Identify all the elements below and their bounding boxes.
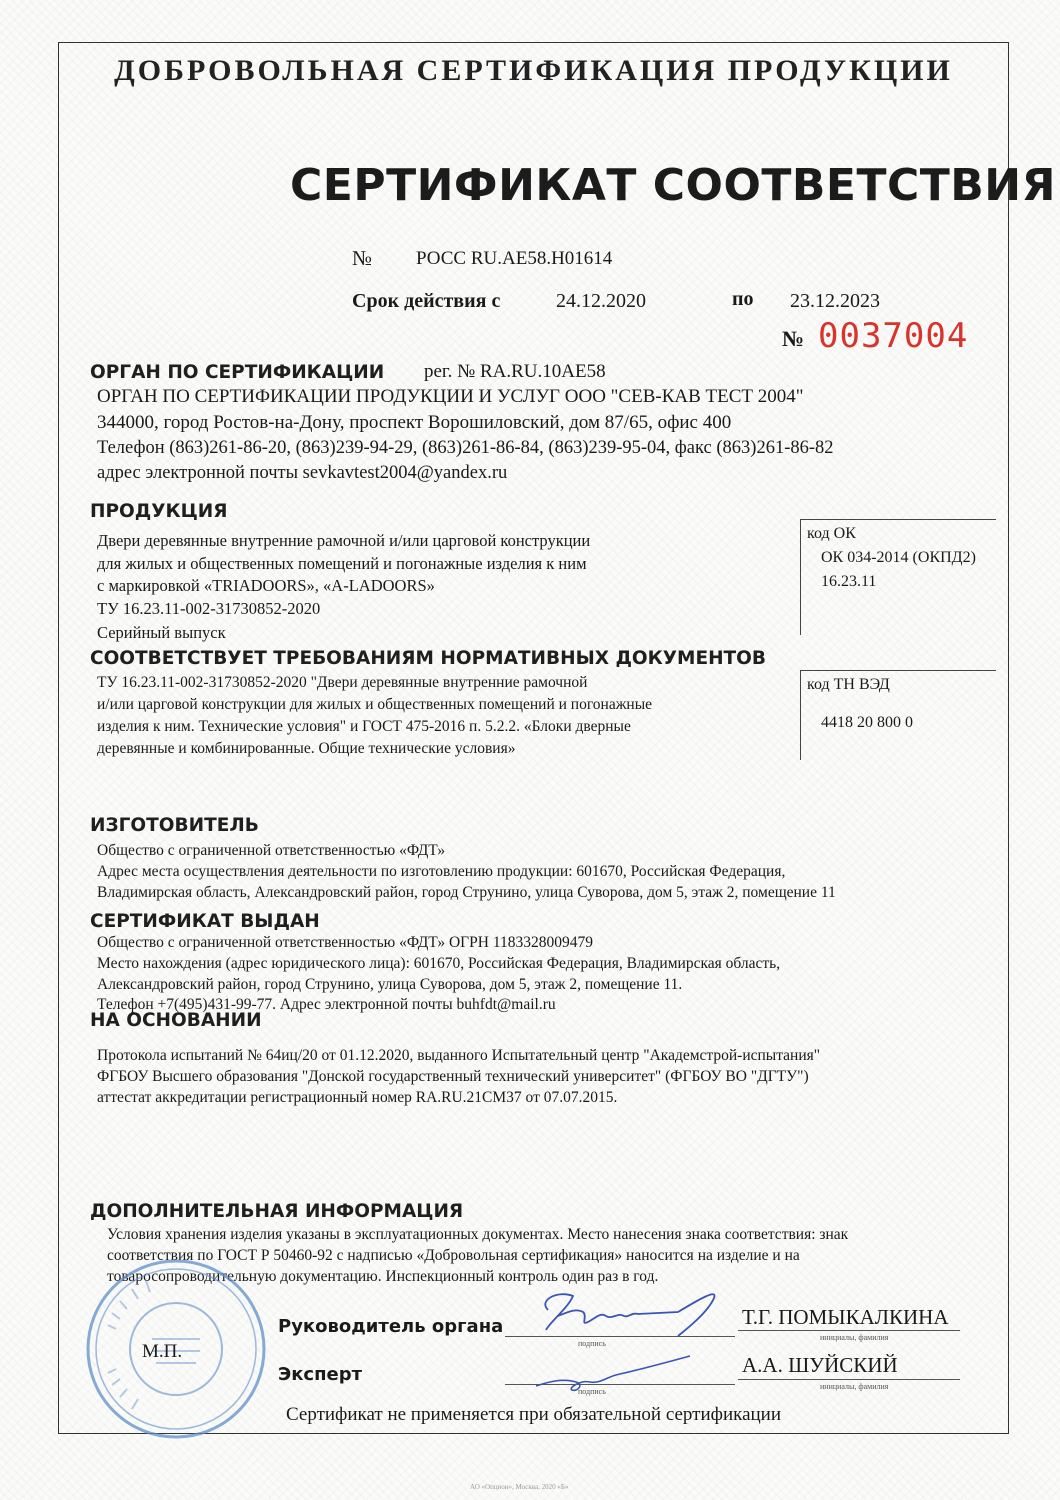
tnved-code-value: 4418 20 800 0 (821, 714, 913, 731)
tnved-code-box (800, 670, 996, 760)
product-line: Двери деревянные внутренние рамочной и/или царговой конструкции (97, 531, 591, 550)
issued-to-line: Общество с ограниченной ответственностью «ФДТ» ОГРН 1183328009479 (97, 934, 594, 951)
expert-signature-caption: подпись (578, 1387, 606, 1396)
head-of-body-name: Т.Г. ПОМЫКАЛКИНА (742, 1305, 949, 1329)
issued-to-line: Телефон +7(495)431-99-77. Адрес электронной почты buhfdt@mail.ru (97, 996, 556, 1013)
basis-heading: НА ОСНОВАНИИ (90, 1010, 262, 1031)
additional-info-line: соответствия по ГОСТ Р 50460-92 с надписью «Добровольная сертификация» наносится на изделие и на (107, 1247, 800, 1264)
product-line: ТУ 16.23.11-002-31730852-2020 (97, 599, 321, 618)
certificate-footer-note: Сертификат не применяется при обязательной сертификации (285, 1404, 782, 1425)
cert-number-label: № (352, 246, 373, 270)
conformity-heading: СООТВЕТСТВУЕТ ТРЕБОВАНИЯМ НОРМАТИВНЫХ ДОКУМЕНТОВ (90, 648, 767, 669)
certification-body-heading: ОРГАН ПО СЕРТИФИКАЦИИ (90, 362, 385, 383)
certification-body-email: адрес электронной почты sevkavtest2004@yandex.ru (97, 463, 508, 483)
form-serial-label: № (782, 326, 805, 351)
basis-line: ФГБОУ Высшего образования "Донской государственный технический университет" (ФГБОУ ВО "ДГТУ") (97, 1068, 809, 1085)
certificate-title: СЕРТИФИКАТ СООТВЕТСТВИЯ (290, 160, 1057, 211)
certification-body-address: 344000, город Ростов-на-Дону, проспект Ворошиловский, дом 87/65, офис 400 (97, 412, 732, 433)
head-name-caption: инициалы, фамилия (820, 1333, 889, 1342)
product-line: с маркировкой «TRIADOORS», «A-LADOORS» (97, 576, 435, 595)
certification-body-name: ОРГАН ПО СЕРТИФИКАЦИИ ПРОДУКЦИИ И УСЛУГ ООО "СЕВ-КАВ ТЕСТ 2004" (97, 386, 804, 407)
head-of-body-label: Руководитель органа (278, 1316, 504, 1337)
validity-from-date: 24.12.2020 (556, 290, 646, 312)
additional-info-line: товаросопроводительную документацию. Инспекционный контроль один раз в год. (107, 1268, 659, 1285)
ok-code-label: код ОК (807, 525, 856, 542)
tnved-code-label: код ТН ВЭД (807, 676, 890, 693)
conformity-line: изделия к ним. Технические условия" и ГОСТ 475-2016 п. 5.2.2. «Блоки дверные (97, 718, 631, 735)
ok-code-classifier: ОК 034-2014 (ОКПД2) (821, 549, 976, 566)
ok-code-box (800, 519, 996, 635)
manufacturer-line: Адрес места осуществления деятельности по изготовлению продукции: 601670, Российская Федерация, (97, 863, 786, 880)
issued-to-line: Место нахождения (адрес юридического лица): 601670, Российская Федерация, Владимирская область, (97, 955, 781, 972)
issued-to-line: Александровский район, город Струнино, улица Суворова, дом 5, этаж 2, помещение 11. (97, 976, 683, 993)
conformity-line: деревянные и комбинированные. Общие технические условия» (97, 740, 516, 757)
printer-mark: АО «Опцион», Москва, 2020 «Б» (470, 1483, 569, 1491)
conformity-line: и/или царговой конструкции для жилых и общественных помещений и погонажные (97, 696, 653, 713)
basis-line: Протокола испытаний № 64иц/20 от 01.12.2020, выданного Испытательный центр "Академстрой-испытания" (97, 1047, 821, 1064)
expert-name-caption: инициалы, фамилия (820, 1382, 889, 1391)
manufacturer-line: Общество с ограниченной ответственностью «ФДТ» (97, 842, 446, 859)
additional-info-line: Условия хранения изделия указаны в эксплуатационных документах. Место нанесения знака соответствия: знак (107, 1226, 849, 1243)
expert-name: А.А. ШУЙСКИЙ (742, 1353, 898, 1377)
product-line: Серийный выпуск (97, 623, 226, 642)
validity-to-label: по (732, 288, 754, 310)
certification-body-reg: рег. № RA.RU.10АЕ58 (424, 361, 606, 382)
validity-to-date: 23.12.2023 (790, 290, 880, 312)
head-signature-icon (528, 1282, 748, 1344)
expert-name-line (738, 1379, 960, 1380)
cert-number-value: РОСС RU.АЕ58.Н01614 (416, 248, 613, 269)
head-signature-caption: подпись (578, 1339, 606, 1348)
form-serial-number: 0037004 (818, 316, 969, 356)
manufacturer-heading: ИЗГОТОВИТЕЛЬ (90, 815, 259, 836)
conformity-line: ТУ 16.23.11-002-31730852-2020 "Двери деревянные внутренние рамочной (97, 674, 588, 691)
manufacturer-line: Владимирская область, Александровский район, город Струнино, улица Суворова, дом 5, этаж 2, помещение 11 (97, 884, 836, 901)
ok-code-value: 16.23.11 (821, 573, 877, 590)
additional-info-heading: ДОПОЛНИТЕЛЬНАЯ ИНФОРМАЦИЯ (90, 1201, 464, 1222)
expert-signature-icon (528, 1352, 698, 1398)
stamp-place-mark: М.П. (142, 1341, 183, 1362)
document-category-title: ДОБРОВОЛЬНАЯ СЕРТИФИКАЦИЯ ПРОДУКЦИИ (114, 54, 953, 87)
product-line: для жилых и общественных помещений и погонажные изделия к ним (97, 554, 587, 573)
head-name-line (738, 1330, 960, 1331)
certification-body-phones: Телефон (863)261-86-20, (863)239-94-29, (863)261-86-84, (863)239-95-04, факс (863)261-86-82 (97, 438, 834, 458)
basis-line: аттестат аккредитации регистрационный номер RA.RU.21СМ37 от 07.07.2015. (97, 1089, 618, 1106)
issued-to-heading: СЕРТИФИКАТ ВЫДАН (90, 911, 320, 932)
validity-label: Срок действия с (352, 290, 501, 312)
expert-label: Эксперт (278, 1364, 363, 1385)
product-heading: ПРОДУКЦИЯ (90, 501, 228, 522)
